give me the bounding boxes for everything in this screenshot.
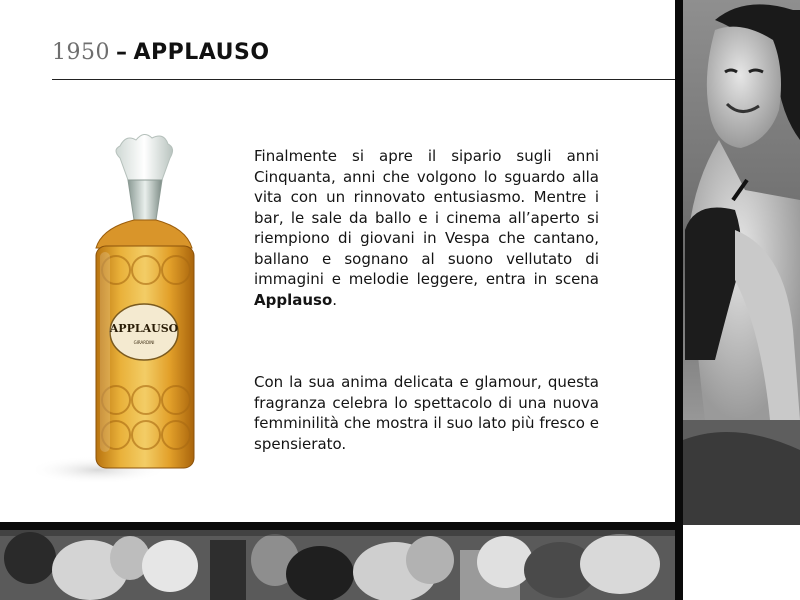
cafe-crowd-photo bbox=[0, 530, 676, 600]
second-paragraph: Con la sua anima delicata e glamour, questa fragranza celebra lo spettacolo di una nuova femminilità che mostra il suo lato più fresco e spensierato. bbox=[254, 373, 599, 453]
perfume-bottle-image bbox=[36, 120, 226, 485]
bottle-label-text: APPLAUSO bbox=[109, 322, 179, 335]
title-divider bbox=[52, 79, 677, 80]
bottom-frame-separator bbox=[675, 522, 683, 600]
intro-paragraph bbox=[254, 146, 599, 310]
cafe-crowd-photo-image bbox=[0, 530, 676, 600]
intro-paragraph-product: Applauso bbox=[254, 290, 333, 309]
corner-blank bbox=[683, 532, 800, 600]
bottom-frame-bar bbox=[0, 522, 683, 530]
woman-photo-image bbox=[675, 0, 800, 525]
bottle-label-sub: GIRARDINI bbox=[133, 340, 155, 345]
intro-paragraph-text: Finalmente si apre il sipario sugli anni Cinquanta, anni che volgono lo sguardo alla vita con un rinnovato entusiasmo. Mentre i bar, le sale da ballo e i cinema all’aperto si riempiono di giovani in Vespa che cantano, ballano e sognano al suono vellutato di immagini e melodie leggere, entra in scena bbox=[254, 147, 599, 288]
intro-paragraph-end: . bbox=[332, 290, 338, 309]
woman-photo bbox=[675, 0, 800, 525]
title-dash: – bbox=[116, 40, 128, 65]
title-year: 1950 bbox=[52, 40, 110, 65]
page-title bbox=[52, 38, 270, 68]
title-name: APPLAUSO bbox=[133, 40, 270, 65]
